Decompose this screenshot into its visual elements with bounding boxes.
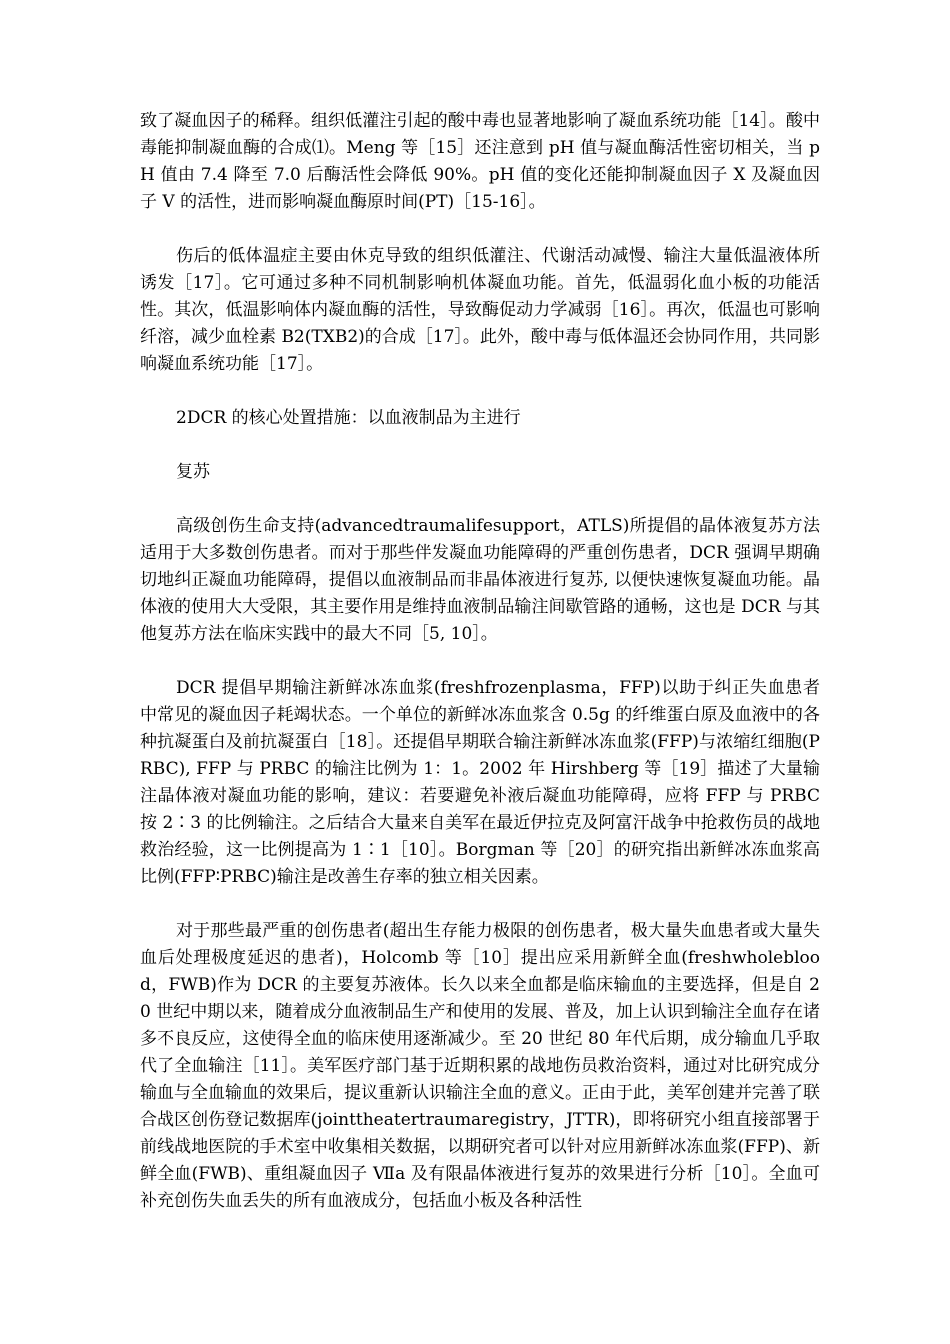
document-page — [140, 108, 820, 1242]
paragraph-hypothermia: 伤后的低体温症主要由休克导致的组织低灌注、代谢活动减慢、输注大量低温液体所诱发［17］。它可通过多种不同机制影响机体凝血功能。首先，低温弱化血小板的功能活性。其次，低温影响体内凝血酶的活性，导致酶促动力学减弱［16］。再次，低温也可影响纤溶，减少血栓素 B2(TXB2)的合成［17］。此外，酸中毒与低体温还会协同作用，共同影响凝血系统功能［17］。 — [140, 246, 820, 374]
paragraph-ffp: DCR 提倡早期输注新鲜冰冻血浆(freshfrozenplasma，FFP)以助于纠正失血患者中常见的凝血因子耗竭状态。一个单位的新鲜冰冻血浆含 0.5g 的纤维蛋白原及血液中的各种抗凝蛋白及前抗凝蛋白［18］。还提倡早期联合输注新鲜冰冻血浆(FFP)与浓缩红细胞(PRBC), FFP 与 PRBC 的输注比例为 1：1。2002 年 Hirshberg 等［19］描述了大量输注晶体液对凝血功能的影响，建议：若要避免补液后凝血功能障碍，应将 FFP 与 PRBC 按 2∶3 的比例输注。之后结合大量来自美军在最近伊拉克及阿富汗战争中抢救伤员的战地救治经验，这一比例提高为 1∶1［10］。Borgman 等［20］的研究指出新鲜冰冻血浆高比例(FFP∶PRBC)输注是改善生存率的独立相关因素。 — [140, 678, 820, 887]
paragraph-whole-blood: 对于那些最严重的创伤患者(超出生存能力极限的创伤患者，极大量失血患者或大量失血后处理极度延迟的患者)，Holcomb 等［10］提出应采用新鲜全血(freshwholeblood，FWB)作为 DCR 的主要复苏液体。长久以来全血都是临床输血的主要选择，但是自 20 世纪中期以来，随着成分血液制品生产和使用的发展、普及，加上认识到输注全血存在诸多不良反应，这使得全血的临床使用逐渐减少。至 20 世纪 80 年代后期，成分输血几乎取代了全血输注［11］。美军医疗部门基于近期积累的战地伤员救治资料，通过对比研究成分输血与全血输血的效果后，提议重新认识输注全血的意义。正由于此，美军创建并完善了联合战区创伤登记数据库(jointtheatertraumaregistry，JTTR)，即将研究小组直接部署于前线战地医院的手术室中收集相关数据，以期研究者可以针对应用新鲜冰冻血浆(FFP)、新鲜全血(FWB)、重组凝血因子 Ⅶa 及有限晶体液进行复苏的效果进行分析［10］。全血可补充创伤失血丢失的所有血液成分，包括血小板及各种活性 — [140, 921, 820, 1211]
paragraph-atls: 高级创伤生命支持(advancedtraumalifesupport，ATLS)所提倡的晶体液复苏方法适用于大多数创伤患者。而对于那些伴发凝血功能障碍的严重创伤患者，DCR 强调早期确切地纠正凝血功能障碍，提倡以血液制品而非晶体液进行复苏, 以便快速恢复凝血功能。晶体液的使用大大受限，其主要作用是维持血液制品输注间歇管路的通畅，这也是 DCR 与其他复苏方法在临床实践中的最大不同［5, 10］。 — [140, 516, 820, 644]
section-heading-continued: 复苏 — [176, 462, 210, 482]
paragraph-acidosis: 致了凝血因子的稀释。组织低灌注引起的酸中毒也显著地影响了凝血系统功能［14］。酸中毒能抑制凝血酶的合成⑴。Meng 等［15］还注意到 pH 值与凝血酶活性密切相关，当 pH 值由 7.4 降至 7.0 后酶活性会降低 90%。pH 值的变化还能抑制凝血因子 X 及凝血因子 V 的活性，进而影响凝血酶原时间(PT)［15-16］。 — [140, 111, 820, 212]
section-heading: 2DCR 的核心处置措施：以血液制品为主进行 — [176, 408, 521, 428]
